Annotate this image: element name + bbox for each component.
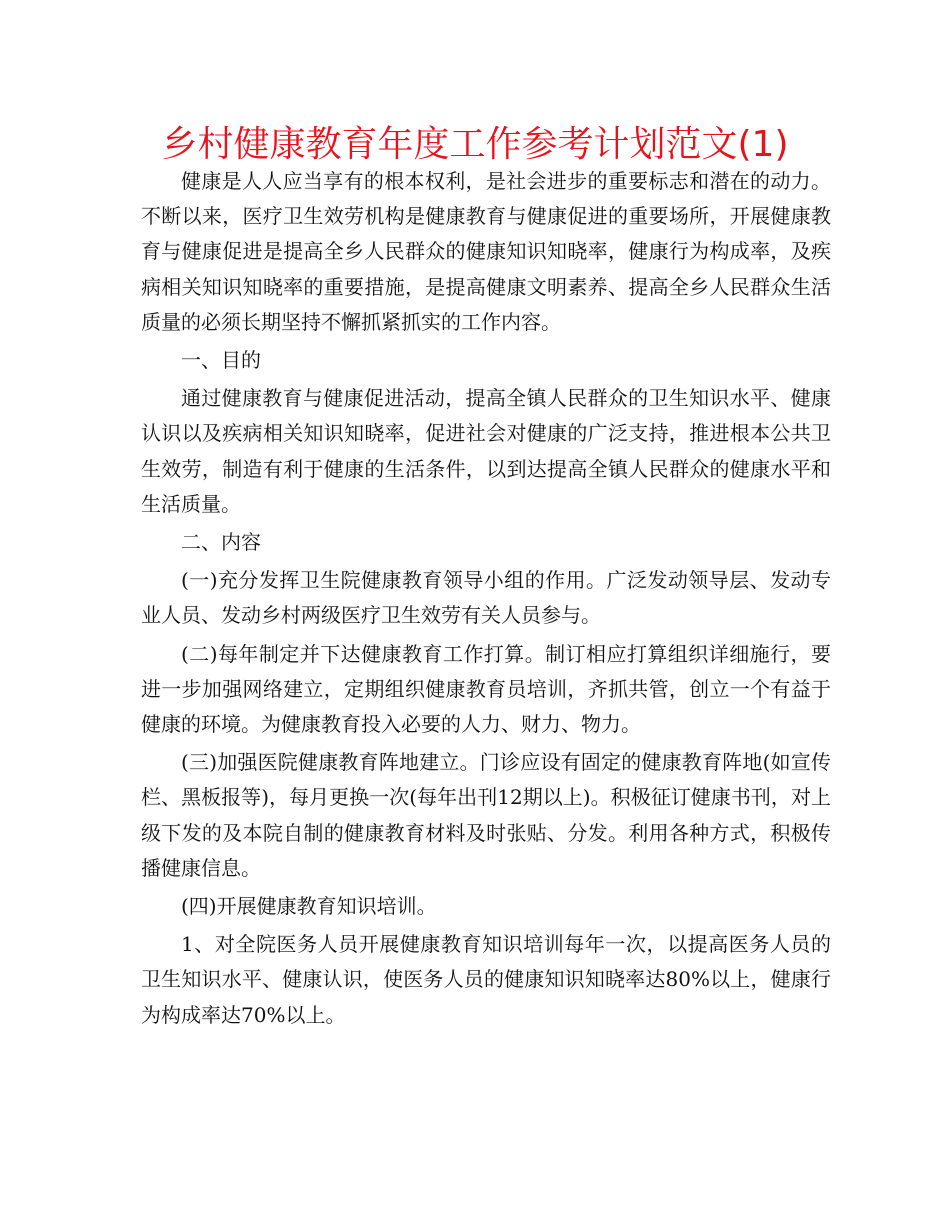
- paragraph-item-1: (一)充分发挥卫生院健康教育领导小组的作用。广泛发动领导层、发动专业人员、发动乡村两级医疗卫生效劳有关人员参与。: [141, 568, 831, 628]
- paragraph-purpose: 通过健康教育与健康促进活动，提高全镇人民群众的卫生知识水平、健康认识以及疾病相关知识知晓率，促进社会对健康的广泛支持，推进根本公共卫生效劳，制造有利于健康的生活条件，以到达提高全镇人民群众的健康水平和生活质量。: [141, 386, 831, 516]
- document-body: [141, 164, 831, 1033]
- paragraph-intro: 健康是人人应当享有的根本权利，是社会进步的重要标志和潜在的动力。不断以来，医疗卫生效劳机构是健康教育与健康促进的重要场所，开展健康教育与健康促进是提高全乡人民群众的健康知识知晓率，健康行为构成率，及疾病相关知识知晓率的重要措施，是提高健康文明素养、提高全乡人民群众生活质量的必须长期坚持不懈抓紧抓实的工作内容。: [141, 169, 831, 334]
- paragraph-subitem-1: 1、对全院医务人员开展健康教育知识培训每年一次，以提高医务人员的卫生知识水平、健康认识，使医务人员的健康知识知晓率达80%以上，健康行为构成率达70%以上。: [141, 932, 831, 1027]
- heading-purpose: 一、目的: [181, 348, 261, 373]
- paragraph-item-3: (三)加强医院健康教育阵地建立。门诊应设有固定的健康教育阵地(如宣传栏、黑板报等)，每月更换一次(每年出刊12期以上)。积极征订健康书刊，对上级下发的及本院自制的健康教育材料及时张贴、分发。利用各种方式，积极传播健康信息。: [141, 750, 831, 880]
- heading-content: 二、内容: [181, 530, 261, 555]
- paragraph-item-2: (二)每年制定并下达健康教育工作打算。制订相应打算组织详细施行，要进一步加强网络建立，定期组织健康教育员培训，齐抓共管，创立一个有益于健康的环境。为健康教育投入必要的人力、财力、物力。: [141, 641, 831, 737]
- paragraph-item-4: (四)开展健康教育知识培训。: [181, 894, 437, 919]
- document-title: 乡村健康教育年度工作参考计划范文(1): [161, 124, 789, 165]
